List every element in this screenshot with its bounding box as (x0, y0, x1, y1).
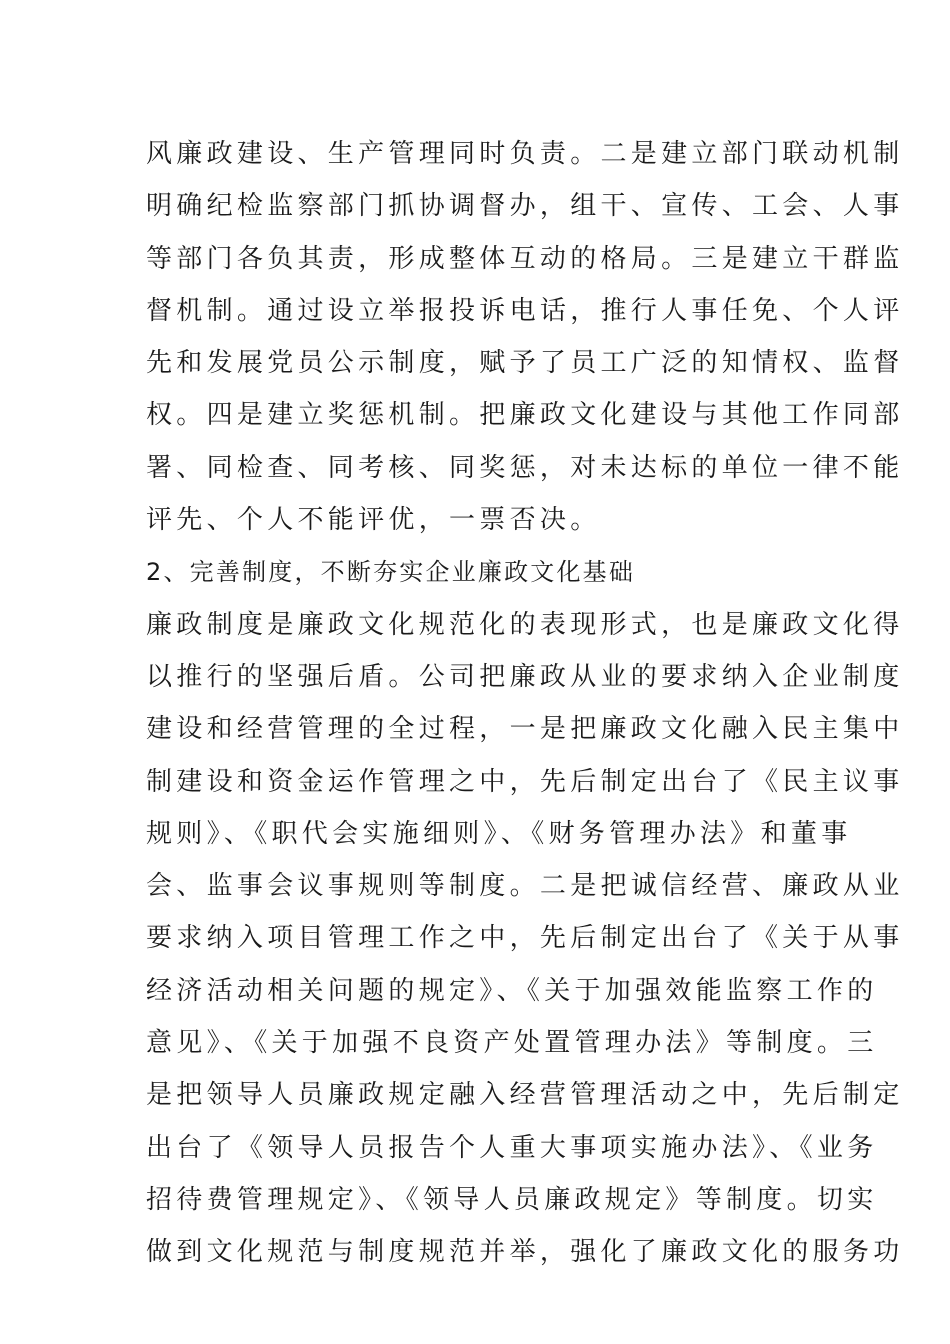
paragraph-1-line: 先和发展党员公示制度，赋予了员工广泛的知情权、监督 (146, 348, 904, 379)
paragraph-2-line: 规则》、《职代会实施细则》、《财务管理办法》和董事 (146, 818, 852, 849)
paragraph-2-line: 做到文化规范与制度规范并举，强化了廉政文化的服务功 (146, 1237, 904, 1268)
paragraph-2-line: 要求纳入项目管理工作之中，先后制定出台了《关于从事 (146, 923, 904, 954)
section-heading: 2、完善制度，不断夯实企业廉政文化基础 (146, 558, 636, 587)
paragraph-2-line: 会、监事会议事规则等制度。二是把诚信经营、廉政从业 (146, 871, 904, 902)
paragraph-2-line: 招待费管理规定》、《领导人员廉政规定》等制度。切实 (146, 1184, 878, 1215)
paragraph-2-line: 出台了《领导人员报告个人重大事项实施办法》、《业务 (146, 1132, 878, 1163)
paragraph-2-line: 以推行的坚强后盾。公司把廉政从业的要求纳入企业制度 (146, 661, 904, 692)
paragraph-1-line: 督机制。通过设立举报投诉电话，推行人事任免、个人评 (146, 295, 904, 326)
paragraph-1-line: 权。四是建立奖惩机制。把廉政文化建设与其他工作同部 (146, 400, 904, 431)
paragraph-2-line: 意见》、《关于加强不良资产处置管理办法》等制度。三 (146, 1028, 878, 1059)
paragraph-1-line: 明确纪检监察部门抓协调督办，组干、宣传、工会、人事 (146, 191, 904, 222)
paragraph-2-line: 制建设和资金运作管理之中，先后制定出台了《民主议事 (146, 766, 904, 797)
paragraph-2-line: 是把领导人员廉政规定融入经营管理活动之中，先后制定 (146, 1080, 904, 1111)
paragraph-2-line: 经济活动相关问题的规定》、《关于加强效能监察工作的 (146, 975, 878, 1006)
paragraph-1-line: 风廉政建设、生产管理同时负责。二是建立部门联动机制 (146, 139, 904, 169)
paragraph-1-line: 评先、个人不能评优，一票否决。 (146, 505, 601, 536)
paragraph-2-line: 廉政制度是廉政文化规范化的表现形式，也是廉政文化得 (146, 609, 904, 640)
paragraph-2-line: 建设和经营管理的全过程，一是把廉政文化融入民主集中 (146, 714, 904, 745)
paragraph-1-line: 署、同检查、同考核、同奖惩，对未达标的单位一律不能 (146, 452, 904, 483)
paragraph-1-line: 等部门各负其责，形成整体互动的格局。三是建立干群监 (146, 243, 904, 274)
document-body (146, 128, 904, 1279)
